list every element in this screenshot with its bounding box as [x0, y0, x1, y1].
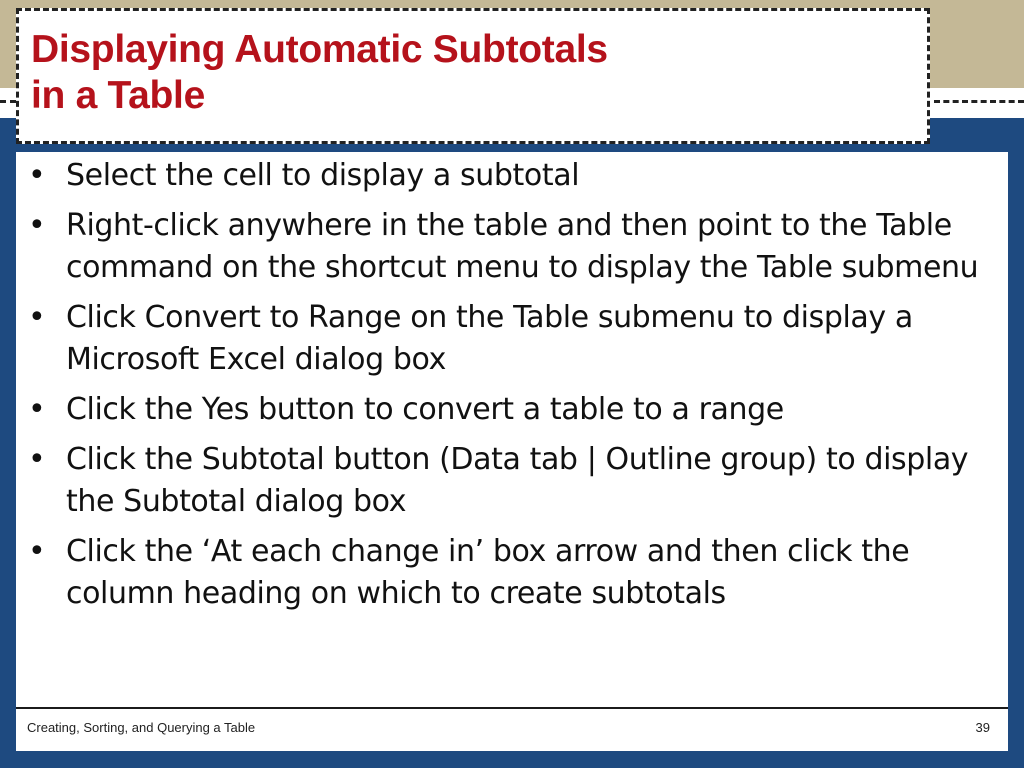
bullet-text: Select the cell to display a subtotal — [66, 158, 580, 193]
bullet-icon: • — [28, 208, 46, 243]
slide-title — [31, 27, 608, 119]
bullet-text: Click the Yes button to convert a table to a range — [66, 392, 784, 427]
bullet-item — [26, 389, 996, 431]
bullet-item — [26, 297, 996, 381]
bullet-item — [26, 439, 996, 523]
bullet-icon: • — [28, 300, 46, 335]
bullet-text: Right-click anywhere in the table and then point to the Table command on the shortcut menu to display the Table submenu — [66, 208, 979, 285]
bullet-icon: • — [28, 158, 46, 193]
bullet-list — [26, 155, 996, 623]
bullet-item — [26, 155, 996, 197]
bullet-text: Click the Subtotal button (Data tab | Outline group) to display the Subtotal dialog box — [66, 442, 969, 519]
bullet-item — [26, 205, 996, 289]
bullet-item — [26, 531, 996, 615]
footer-title: Creating, Sorting, and Querying a Table — [27, 720, 256, 735]
bullet-icon: • — [28, 442, 46, 477]
decorative-dashed-line-right — [934, 100, 1024, 103]
decorative-dashed-line-left — [0, 100, 16, 103]
page-number: 39 — [975, 720, 990, 735]
bullet-text: Click the ‘At each change in’ box arrow and then click the column heading on which to create subtotals — [66, 534, 910, 611]
slide-footer — [16, 707, 1008, 751]
bullet-icon: • — [28, 392, 46, 427]
bullet-icon: • — [28, 534, 46, 569]
slide-title-line1: Displaying Automatic Subtotals — [31, 28, 608, 71]
bullet-text: Click Convert to Range on the Table submenu to display a Microsoft Excel dialog box — [66, 300, 913, 377]
title-box — [16, 8, 930, 144]
slide-title-line2: in a Table — [31, 74, 205, 117]
